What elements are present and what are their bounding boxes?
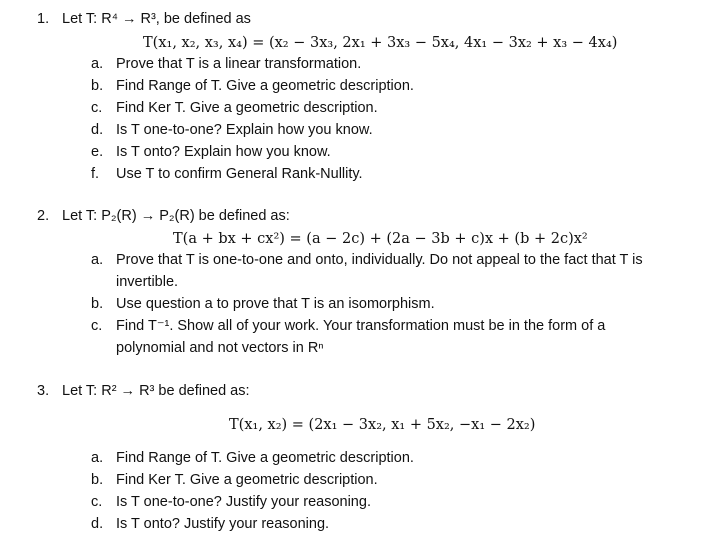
question-2-item-a-letter: a. <box>91 252 104 268</box>
question-2-item-b-text: Use question a to prove that T is an isomorphism. <box>116 296 435 312</box>
question-1-item-a-letter: a. <box>91 56 104 72</box>
question-1-item-b-text: Find Range of T. Give a geometric description. <box>116 78 414 94</box>
question-3-item-a-letter: a. <box>91 450 104 466</box>
question-1-item-a-text: Prove that T is a linear transformation. <box>116 56 362 72</box>
question-3-item-a-text: Find Range of T. Give a geometric description. <box>116 450 414 466</box>
question-3-item-c-letter: c. <box>91 494 103 510</box>
question-1-item-f-letter: f. <box>91 166 100 182</box>
question-1-item-f-text: Use T to confirm General Rank-Nullity. <box>116 166 363 182</box>
question-2-item-a-continuation: invertible. <box>116 274 179 290</box>
question-3-item-b-text: Find Ker T. Give a geometric description. <box>116 472 378 488</box>
question-2-item-c-continuation: polynomial and not vectors in Rⁿ <box>116 340 324 356</box>
question-1-item-c-letter: c. <box>91 100 103 116</box>
question-1-item-d-text: Is T one-to-one? Explain how you know. <box>116 122 373 138</box>
question-1-number: 1. <box>37 11 50 27</box>
question-1-item-e-text: Is T onto? Explain how you know. <box>116 144 331 160</box>
question-1-item-c-text: Find Ker T. Give a geometric description. <box>116 100 378 116</box>
question-1-item-d-letter: d. <box>91 122 104 138</box>
question-3-formula: T(x₁, x₂) = (2x₁ − 3x₂, x₁ + 5x₂, −x₁ − 2x₂) <box>229 417 536 433</box>
question-1-formula: T(x₁, x₂, x₃, x₄) = (x₂ − 3x₃, 2x₁ + 3x₃ − 5x₄, 4x₁ − 3x₂ + x₃ − 4x₄) <box>143 35 618 51</box>
question-2-number: 2. <box>37 208 50 224</box>
question-2-intro: Let T: P₂(R) → P₂(R) be defined as: <box>62 208 290 224</box>
question-2-formula: T(a + bx + cx²) = (a − 2c) + (2a − 3b + c)x + (b + 2c)x² <box>173 231 588 247</box>
question-3-item-b-letter: b. <box>91 472 104 488</box>
question-3-item-d-text: Is T onto? Justify your reasoning. <box>116 516 330 532</box>
question-2-item-c-letter: c. <box>91 318 103 334</box>
question-3-number: 3. <box>37 383 50 399</box>
question-2-item-b-letter: b. <box>91 296 104 312</box>
question-3-item-d-letter: d. <box>91 516 104 532</box>
question-1-intro: Let T: R⁴ → R³, be defined as <box>62 11 251 27</box>
question-1-item-b-letter: b. <box>91 78 104 94</box>
question-2-item-c-text: Find T⁻¹. Show all of your work. Your transformation must be in the form of a <box>116 318 606 334</box>
question-2-item-a-text: Prove that T is one-to-one and onto, individually. Do not appeal to the fact that T is <box>116 252 643 268</box>
question-3-intro: Let T: R² → R³ be defined as: <box>62 383 250 399</box>
question-3-item-c-text: Is T one-to-one? Justify your reasoning. <box>116 494 371 510</box>
question-1-item-e-letter: e. <box>91 144 104 160</box>
